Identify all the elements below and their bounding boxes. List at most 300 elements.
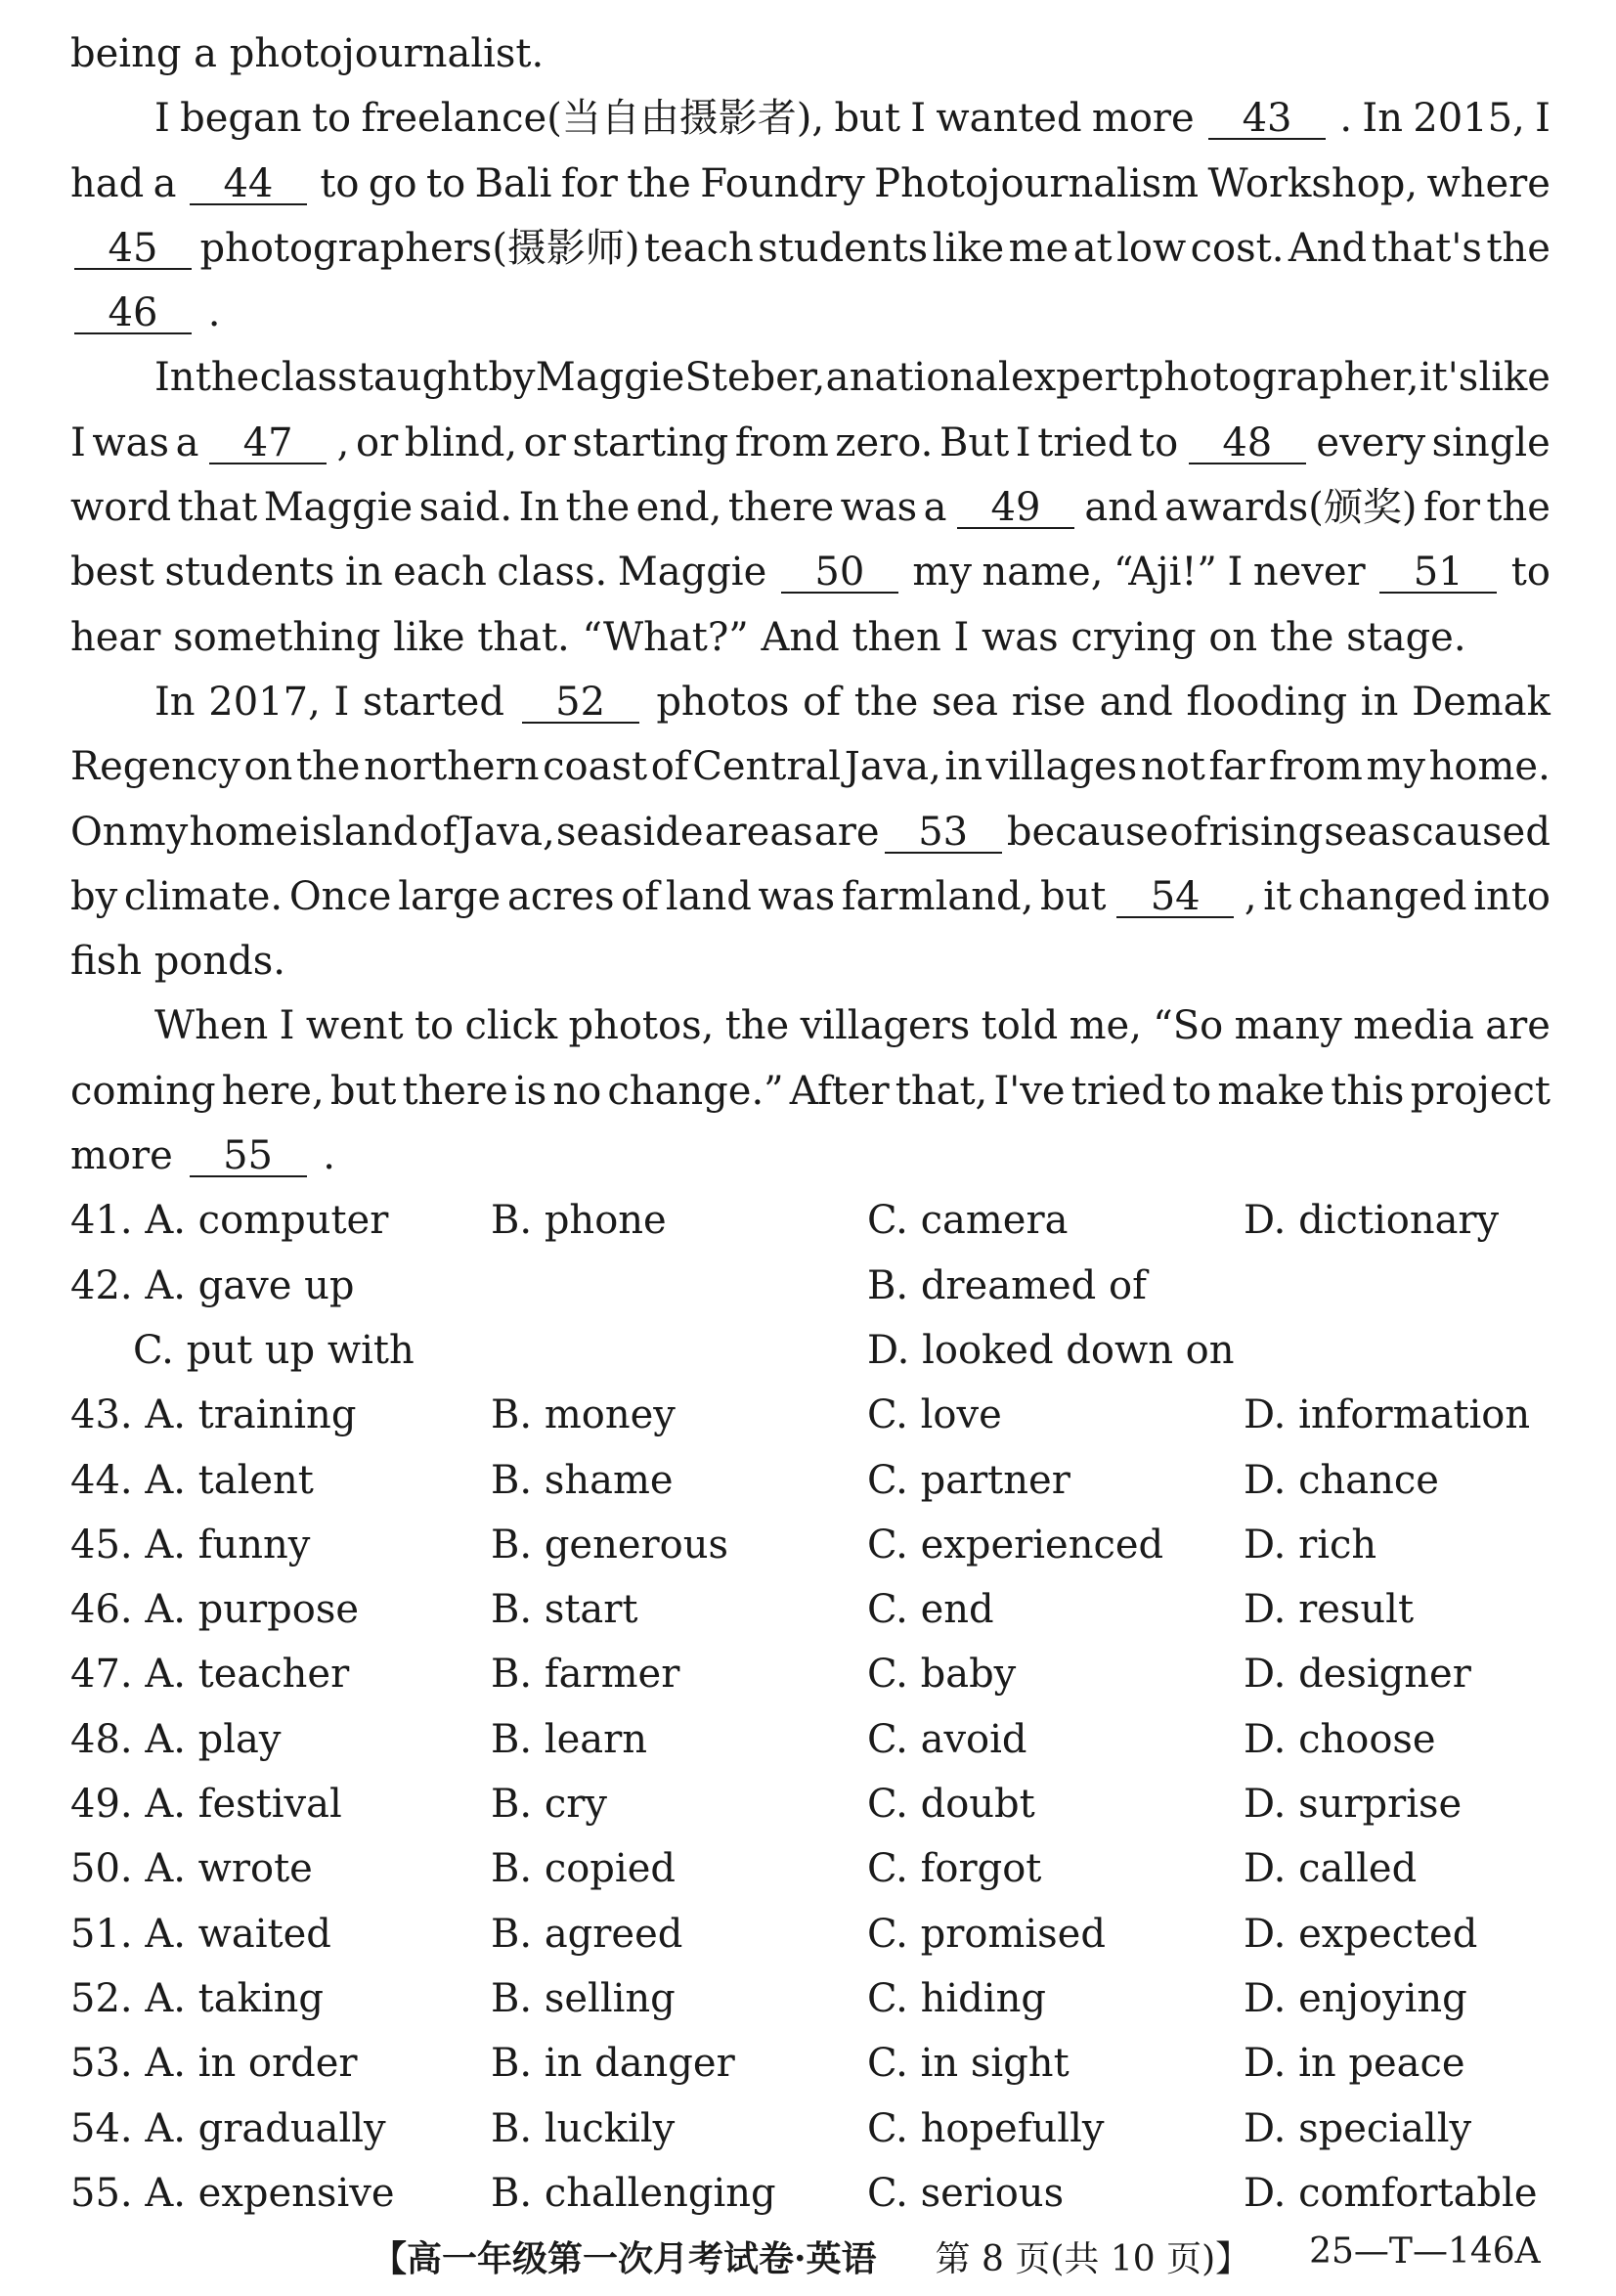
option-a: A. in order (145, 2041, 358, 2087)
word: Steber, (684, 355, 826, 401)
word: here, (221, 1068, 325, 1114)
word: home (189, 809, 298, 855)
question-number-and-option-a (70, 1383, 356, 1447)
word: end, (635, 485, 722, 531)
word: crying (1070, 614, 1197, 660)
question-47 (70, 1642, 1550, 1706)
word: large (398, 873, 502, 919)
word: the (195, 355, 260, 401)
question-number-and-option-a (70, 1642, 349, 1706)
word: click (464, 1003, 558, 1049)
word: photographers(摄影师) (199, 225, 640, 271)
word: are (813, 809, 880, 855)
word: told (981, 1003, 1059, 1049)
option-d: D. expected (1244, 1911, 1478, 1957)
word: the (1486, 485, 1550, 531)
word: was (981, 614, 1059, 660)
passage (70, 22, 1550, 1188)
answer-options (70, 1188, 1550, 2226)
word: I (1227, 550, 1244, 596)
word: “So (1153, 1003, 1224, 1049)
word: tried (1037, 419, 1133, 465)
word: that's (1371, 225, 1482, 271)
word: best (70, 550, 154, 596)
word: 2015, (1413, 96, 1525, 142)
word: but (834, 96, 900, 142)
word: caused (1412, 809, 1550, 855)
word: by (488, 355, 536, 401)
word: Workshop, (1207, 160, 1419, 206)
word: it's (1419, 355, 1479, 401)
option-a: A. teacher (145, 1652, 350, 1698)
passage-line (70, 22, 1550, 86)
option-b: B. phone (491, 1198, 667, 1244)
word: the (627, 160, 691, 206)
question-number-and-option-a (70, 2031, 358, 2096)
passage-line (70, 800, 1550, 864)
option-a: A. play (145, 1716, 282, 1762)
option-b: B. generous (491, 1522, 729, 1567)
question-number-and-option-a (70, 1577, 359, 1642)
word: for (560, 160, 618, 206)
question-number-and-option-a (70, 1448, 314, 1513)
footer-exam-title: 【高一年级第一次月考试卷·英语 (371, 2238, 877, 2279)
option-c: C. camera (867, 1198, 1069, 1244)
word: there (402, 1068, 508, 1114)
word: and (1099, 679, 1173, 725)
word: Regency (70, 744, 240, 790)
option-c: C. love (867, 1392, 1002, 1438)
word: never (1252, 550, 1366, 596)
word: being (70, 31, 182, 76)
question-number-and-option-a (70, 2161, 395, 2226)
word: villages (985, 744, 1138, 790)
word: more (70, 1133, 173, 1179)
passage-line (70, 281, 1550, 345)
option-b: B. selling (491, 1975, 676, 2021)
question-number: 45. (70, 1522, 133, 1567)
option-c: C. hiding (867, 1975, 1046, 2021)
word: zero. (835, 419, 934, 465)
passage-line (70, 929, 1550, 993)
word: I (154, 96, 170, 142)
option-a: A. purpose (145, 1587, 360, 1633)
question-number-and-option-a (70, 1707, 282, 1772)
option-b: B. money (491, 1392, 676, 1438)
word: ponds. (153, 939, 285, 985)
word: started (363, 679, 504, 725)
word: word (70, 485, 172, 531)
word: like (1478, 355, 1550, 401)
option-b: B. cry (491, 1782, 607, 1828)
option-d: D. designer (1244, 1652, 1471, 1698)
option-d: D. chance (1244, 1457, 1439, 1503)
word: class. (497, 550, 608, 596)
page-footer (371, 2231, 1541, 2281)
word: my (912, 550, 972, 596)
word: into (1473, 873, 1550, 919)
word: areas (704, 809, 813, 855)
word: media (1353, 1003, 1474, 1049)
word: was (758, 873, 836, 919)
passage-line (70, 86, 1550, 151)
word: to (1172, 1068, 1212, 1114)
option-b: B. farmer (491, 1652, 680, 1698)
word: began (180, 96, 302, 142)
option-d: D. rich (1244, 1522, 1377, 1567)
passage-line (70, 152, 1550, 216)
option-d: D. called (1244, 1846, 1418, 1892)
word: a (923, 485, 947, 531)
question-number: 50. (70, 1846, 133, 1892)
word: changed (1297, 873, 1467, 919)
word: not (1140, 744, 1205, 790)
word: my (128, 809, 189, 855)
word: Demak (1412, 679, 1550, 725)
option-a: A. gave up (145, 1262, 355, 1308)
word: In (1362, 96, 1403, 142)
option-a: A. gradually (145, 2105, 386, 2151)
question-number: 54. (70, 2105, 133, 2151)
word: and (1084, 485, 1158, 531)
blank-54: 54 (1116, 877, 1234, 918)
word: I (1015, 419, 1031, 465)
word: a (825, 355, 850, 401)
word: villagers (800, 1003, 971, 1049)
word: . (323, 1133, 335, 1179)
passage-line (70, 345, 1550, 410)
word: In (154, 679, 196, 725)
word: where (1426, 160, 1550, 206)
word: because (1006, 809, 1169, 855)
word: more (1091, 96, 1195, 142)
question-50 (70, 1836, 1550, 1901)
word: But (939, 419, 1010, 465)
word: photos, (568, 1003, 715, 1049)
word: was (92, 419, 170, 465)
blank-50: 50 (781, 552, 898, 594)
question-number: 52. (70, 1975, 133, 2021)
word: On (70, 809, 128, 855)
word: at (1072, 225, 1113, 271)
option-d: D. in peace (1244, 2041, 1465, 2087)
word: it (1263, 873, 1292, 919)
blank-52: 52 (522, 683, 639, 724)
word: farmland, (841, 873, 1034, 919)
word: is (513, 1068, 547, 1114)
word: I (70, 419, 86, 465)
word: many (1234, 1003, 1342, 1049)
option-c: C. serious (867, 2170, 1065, 2216)
blank-47: 47 (209, 423, 327, 464)
footer-paper-code: 25—T—146A (1309, 2231, 1541, 2272)
word: seaside (555, 809, 704, 855)
question-number-and-option-a (70, 1188, 388, 1253)
word: from (1268, 744, 1363, 790)
word: but (1040, 873, 1107, 919)
word: And (1288, 225, 1368, 271)
word: from (734, 419, 829, 465)
word: to (1139, 419, 1179, 465)
option-b: B. start (491, 1587, 638, 1633)
option-c: C. avoid (867, 1716, 1027, 1762)
word: stage. (1346, 614, 1466, 660)
option-d: D. enjoying (1244, 1975, 1467, 2021)
question-number-and-option-a (70, 1836, 313, 1901)
word: students (758, 225, 929, 271)
word: but (329, 1068, 397, 1114)
word: When (154, 1003, 269, 1049)
passage-line (70, 734, 1550, 799)
word: to (414, 1003, 455, 1049)
word: I (953, 614, 970, 660)
option-c: C. put up with (133, 1327, 415, 1373)
option-a: A. training (145, 1392, 357, 1438)
word: on (1208, 614, 1258, 660)
question-number: 55. (70, 2170, 133, 2216)
blank-49: 49 (957, 488, 1074, 529)
word: every (1316, 419, 1426, 465)
word: on (243, 744, 293, 790)
option-c: C. doubt (867, 1782, 1035, 1828)
passage-line (70, 1124, 1550, 1188)
option-a: A. talent (145, 1457, 314, 1503)
question-46 (70, 1577, 1550, 1642)
word: there (727, 485, 835, 531)
word: photographer, (1138, 355, 1419, 401)
option-b: B. learn (491, 1716, 648, 1762)
word: the (853, 679, 919, 725)
question-number: 49. (70, 1782, 133, 1828)
word: climate. (123, 873, 284, 919)
word: to (311, 96, 352, 142)
word: photos (656, 679, 790, 725)
option-b: B. copied (491, 1846, 676, 1892)
word: sea (931, 679, 999, 725)
word: expert (1010, 355, 1139, 401)
word: teach (643, 225, 754, 271)
word: the (724, 1003, 790, 1049)
word: I (333, 679, 350, 725)
question-42-continued (70, 1318, 1550, 1383)
word: starting (572, 419, 729, 465)
word: wanted (936, 96, 1082, 142)
passage-line (70, 411, 1550, 475)
passage-line (70, 670, 1550, 734)
word: . (1339, 96, 1353, 142)
option-d: D. dictionary (1244, 1198, 1500, 1244)
word: of (621, 873, 660, 919)
word: said. (418, 485, 513, 531)
word: low (1116, 225, 1187, 271)
option-d: D. information (1244, 1392, 1531, 1438)
word: had (70, 160, 145, 206)
question-number: 46. (70, 1587, 133, 1633)
question-51 (70, 1902, 1550, 1966)
word: single (1431, 419, 1550, 465)
question-54 (70, 2097, 1550, 2161)
word: the (1486, 225, 1550, 271)
passage-line (70, 993, 1550, 1058)
word: that. (477, 614, 570, 660)
word: coming (70, 1068, 216, 1114)
word: to (1510, 550, 1550, 596)
option-c: C. experienced (867, 1522, 1164, 1567)
question-number: 41. (70, 1198, 133, 1244)
word: like (932, 225, 1005, 271)
word: that, (895, 1068, 988, 1114)
word: Once (288, 873, 392, 919)
word: was (840, 485, 918, 531)
option-d: D. looked down on (867, 1327, 1235, 1373)
question-number: 51. (70, 1911, 133, 1957)
word: the (295, 744, 361, 790)
option-c: C. promised (867, 1911, 1106, 1957)
word: no (552, 1068, 602, 1114)
option-a: A. waited (145, 1911, 331, 1957)
passage-line (70, 605, 1550, 670)
passage-line (70, 1059, 1550, 1124)
passage-line (70, 216, 1550, 281)
option-a: A. wrote (145, 1846, 313, 1892)
word: northern (364, 744, 540, 790)
word: hear (70, 614, 161, 660)
option-c: C. end (867, 1587, 994, 1633)
word: far (1208, 744, 1266, 790)
word: coast (543, 744, 648, 790)
word: acres (506, 873, 615, 919)
option-d: D. choose (1244, 1716, 1436, 1762)
word: of (650, 744, 689, 790)
option-c: C. in sight (867, 2041, 1070, 2087)
word: In (154, 355, 196, 401)
word: in (345, 550, 383, 596)
word: land (665, 873, 752, 919)
word: of (803, 679, 842, 725)
word: the (1269, 614, 1334, 660)
passage-line (70, 475, 1550, 540)
question-number-and-option-a (70, 1772, 342, 1836)
word: the (565, 485, 631, 531)
question-number-and-option-a (70, 2097, 386, 2161)
word: by (70, 873, 118, 919)
blank-45: 45 (74, 229, 192, 270)
option-b: B. luckily (491, 2105, 676, 2151)
word: a (175, 419, 199, 465)
word: rising (1208, 809, 1324, 855)
blank-43: 43 (1208, 99, 1326, 140)
word: “Aji!” (1113, 550, 1217, 596)
word: project (1410, 1068, 1550, 1114)
word: name, (982, 550, 1104, 596)
word: . (207, 290, 221, 336)
word: home. (1428, 744, 1550, 790)
option-b: B. in danger (491, 2041, 735, 2087)
option-c: C. partner (867, 1457, 1070, 1503)
question-53 (70, 2031, 1550, 2096)
word: Maggie (263, 485, 414, 531)
word: , (336, 419, 350, 465)
option-d: D. comfortable (1244, 2170, 1538, 2216)
option-c: C. baby (867, 1652, 1017, 1698)
word: of (418, 809, 458, 855)
word: that (177, 485, 258, 531)
option-a: A. funny (145, 1522, 311, 1567)
word: island (299, 809, 418, 855)
question-41 (70, 1188, 1550, 1253)
word: for (1422, 485, 1480, 531)
question-number: 48. (70, 1716, 133, 1762)
word: Maggie (535, 355, 685, 401)
word: to (426, 160, 466, 206)
word: Java, (458, 809, 555, 855)
option-d: D. result (1244, 1587, 1415, 1633)
question-44 (70, 1448, 1550, 1513)
blank-55: 55 (190, 1136, 307, 1177)
question-55 (70, 2161, 1550, 2226)
option-a: A. taking (145, 1975, 324, 2021)
word: something (173, 614, 381, 660)
question-43 (70, 1383, 1550, 1447)
question-number-and-option-a (70, 1902, 331, 1966)
footer-page-number: 第 8 页(共 10 页)】 (935, 2239, 1251, 2279)
question-number: 42. (70, 1262, 133, 1308)
word: photojournalist. (229, 31, 545, 76)
word: freelance(当自由摄影者), (361, 96, 825, 142)
word: “What?” (582, 614, 749, 660)
blank-46: 46 (74, 293, 192, 334)
word: 2017, (208, 679, 321, 725)
word: or (523, 419, 566, 465)
word: I've (993, 1068, 1066, 1114)
question-42 (70, 1254, 1550, 1318)
question-number: 44. (70, 1457, 133, 1503)
option-d: D. specially (1244, 2105, 1472, 2151)
word: in (944, 744, 983, 790)
word: like (393, 614, 465, 660)
word: Foundry (700, 160, 865, 206)
word: Bali (474, 160, 552, 206)
word: to (320, 160, 360, 206)
question-number: 53. (70, 2041, 133, 2087)
word: then (852, 614, 941, 660)
question-45 (70, 1513, 1550, 1577)
question-48 (70, 1707, 1550, 1772)
question-52 (70, 1966, 1550, 2031)
word: my (1366, 744, 1425, 790)
word: national (849, 355, 1011, 401)
word: , (1244, 873, 1257, 919)
word: are (1485, 1003, 1550, 1049)
word: blind, (404, 419, 518, 465)
word: this (1331, 1068, 1405, 1114)
question-49 (70, 1772, 1550, 1836)
word: I (910, 96, 927, 142)
option-a: A. festival (145, 1782, 342, 1828)
option-b: B. shame (491, 1457, 674, 1503)
word: And (761, 614, 840, 660)
blank-51: 51 (1379, 552, 1497, 594)
word: tried (1070, 1068, 1166, 1114)
word: After (789, 1068, 890, 1114)
question-number: 43. (70, 1392, 133, 1438)
word: change.” (607, 1068, 784, 1114)
word: make (1217, 1068, 1326, 1114)
word: awards(颁奖) (1164, 485, 1418, 531)
word: of (1169, 809, 1208, 855)
option-c: C. forgot (867, 1846, 1042, 1892)
word: seas (1324, 809, 1411, 855)
